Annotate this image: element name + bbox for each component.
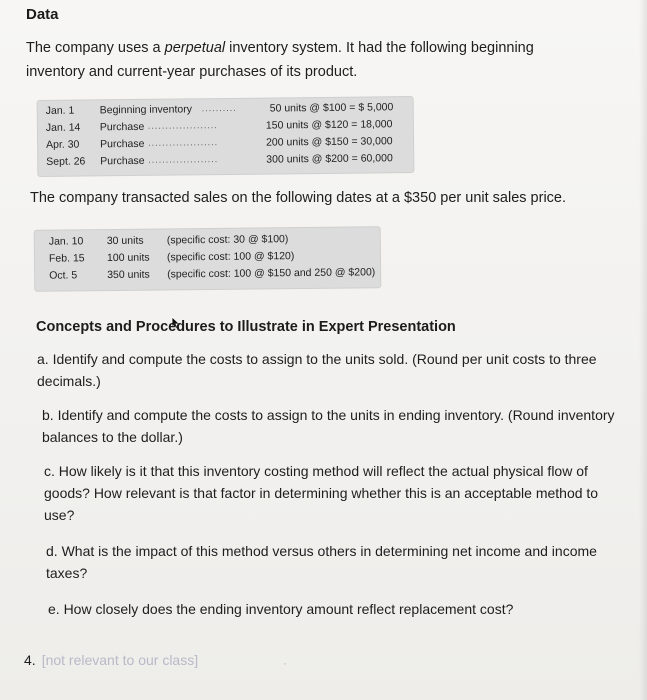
section-heading: Data [26,6,59,23]
dot-leader: .................... [148,154,219,165]
inventory-date: Apr. 30 [46,138,80,151]
inventory-table [38,97,414,176]
sales-table [35,227,381,291]
question-c: c. How likely is it that this inventory costing method will reflect the actual physical flow of goods? How relevant is that factor in determining whether this is an acceptable method to use? [44,463,599,523]
page-edge-shadow [639,0,647,700]
question-e: e. How closely does the ending inventory amount reflect replacement cost? [48,601,514,617]
inventory-row [38,152,413,172]
sales-date: Oct. 5 [49,269,78,282]
item-4-note: [not relevant to our class] [41,652,199,668]
intro-paragraph [26,36,586,84]
decorative-dot: · [283,656,287,670]
question-a: a. Identify and compute the costs to assign to the units sold. (Round per unit costs to three decimals.) [37,351,597,389]
inventory-date: Jan. 1 [45,104,75,117]
inventory-label: Purchase [99,120,145,134]
sales-date: Jan. 10 [48,235,84,248]
inventory-label: Purchase [100,154,145,168]
item-4 [24,652,198,668]
inventory-detail: 150 units @ $120 = 18,000 [265,118,393,132]
item-4-number: 4. [24,652,36,668]
sales-row [35,266,380,286]
intro-text-before: The company uses a [26,40,165,56]
question-d: d. What is the impact of this method versus others in determining net income and income taxes? [46,543,597,581]
question-b: b. Identify and compute the costs to assign to the units in ending inventory. (Round inventory balances to the dollar.) [42,407,615,445]
intro-text-after: inventory system. It had the following beginning inventory and current-year purchases of its product. [26,40,534,80]
inventory-label: Purchase [100,137,145,151]
intro-emphasis: perpetual [164,40,226,56]
sales-intro: The company transacted sales on the following dates at a $350 per unit sales price. [30,190,567,206]
sales-date: Feb. 15 [48,252,85,265]
inventory-detail: 300 units @ $200 = 60,000 [266,152,393,166]
sales-units: 30 units [106,234,144,248]
sales-units: 350 units [107,268,150,282]
sales-cost: (specific cost: 100 @ $150 and 250 @ $200) [167,266,376,281]
inventory-date: Sept. 26 [46,155,86,168]
inventory-date: Jan. 14 [45,121,81,134]
inventory-detail: 50 units @ $100 = $ 5,000 [269,101,394,115]
dot-leader: .......... [201,102,237,114]
concepts-title: Concepts and Procedures to Illustrate in Expert Presentation [36,319,456,335]
sales-units: 100 units [106,251,150,265]
sales-cost: (specific cost: 100 @ $120) [166,250,295,264]
sales-cost: (specific cost: 30 @ $100) [166,233,289,247]
inventory-detail: 200 units @ $150 = 30,000 [266,135,393,149]
dot-leader: .................... [148,137,219,148]
dot-leader: .................... [147,120,218,131]
inventory-label: Beginning inventory [99,103,193,117]
